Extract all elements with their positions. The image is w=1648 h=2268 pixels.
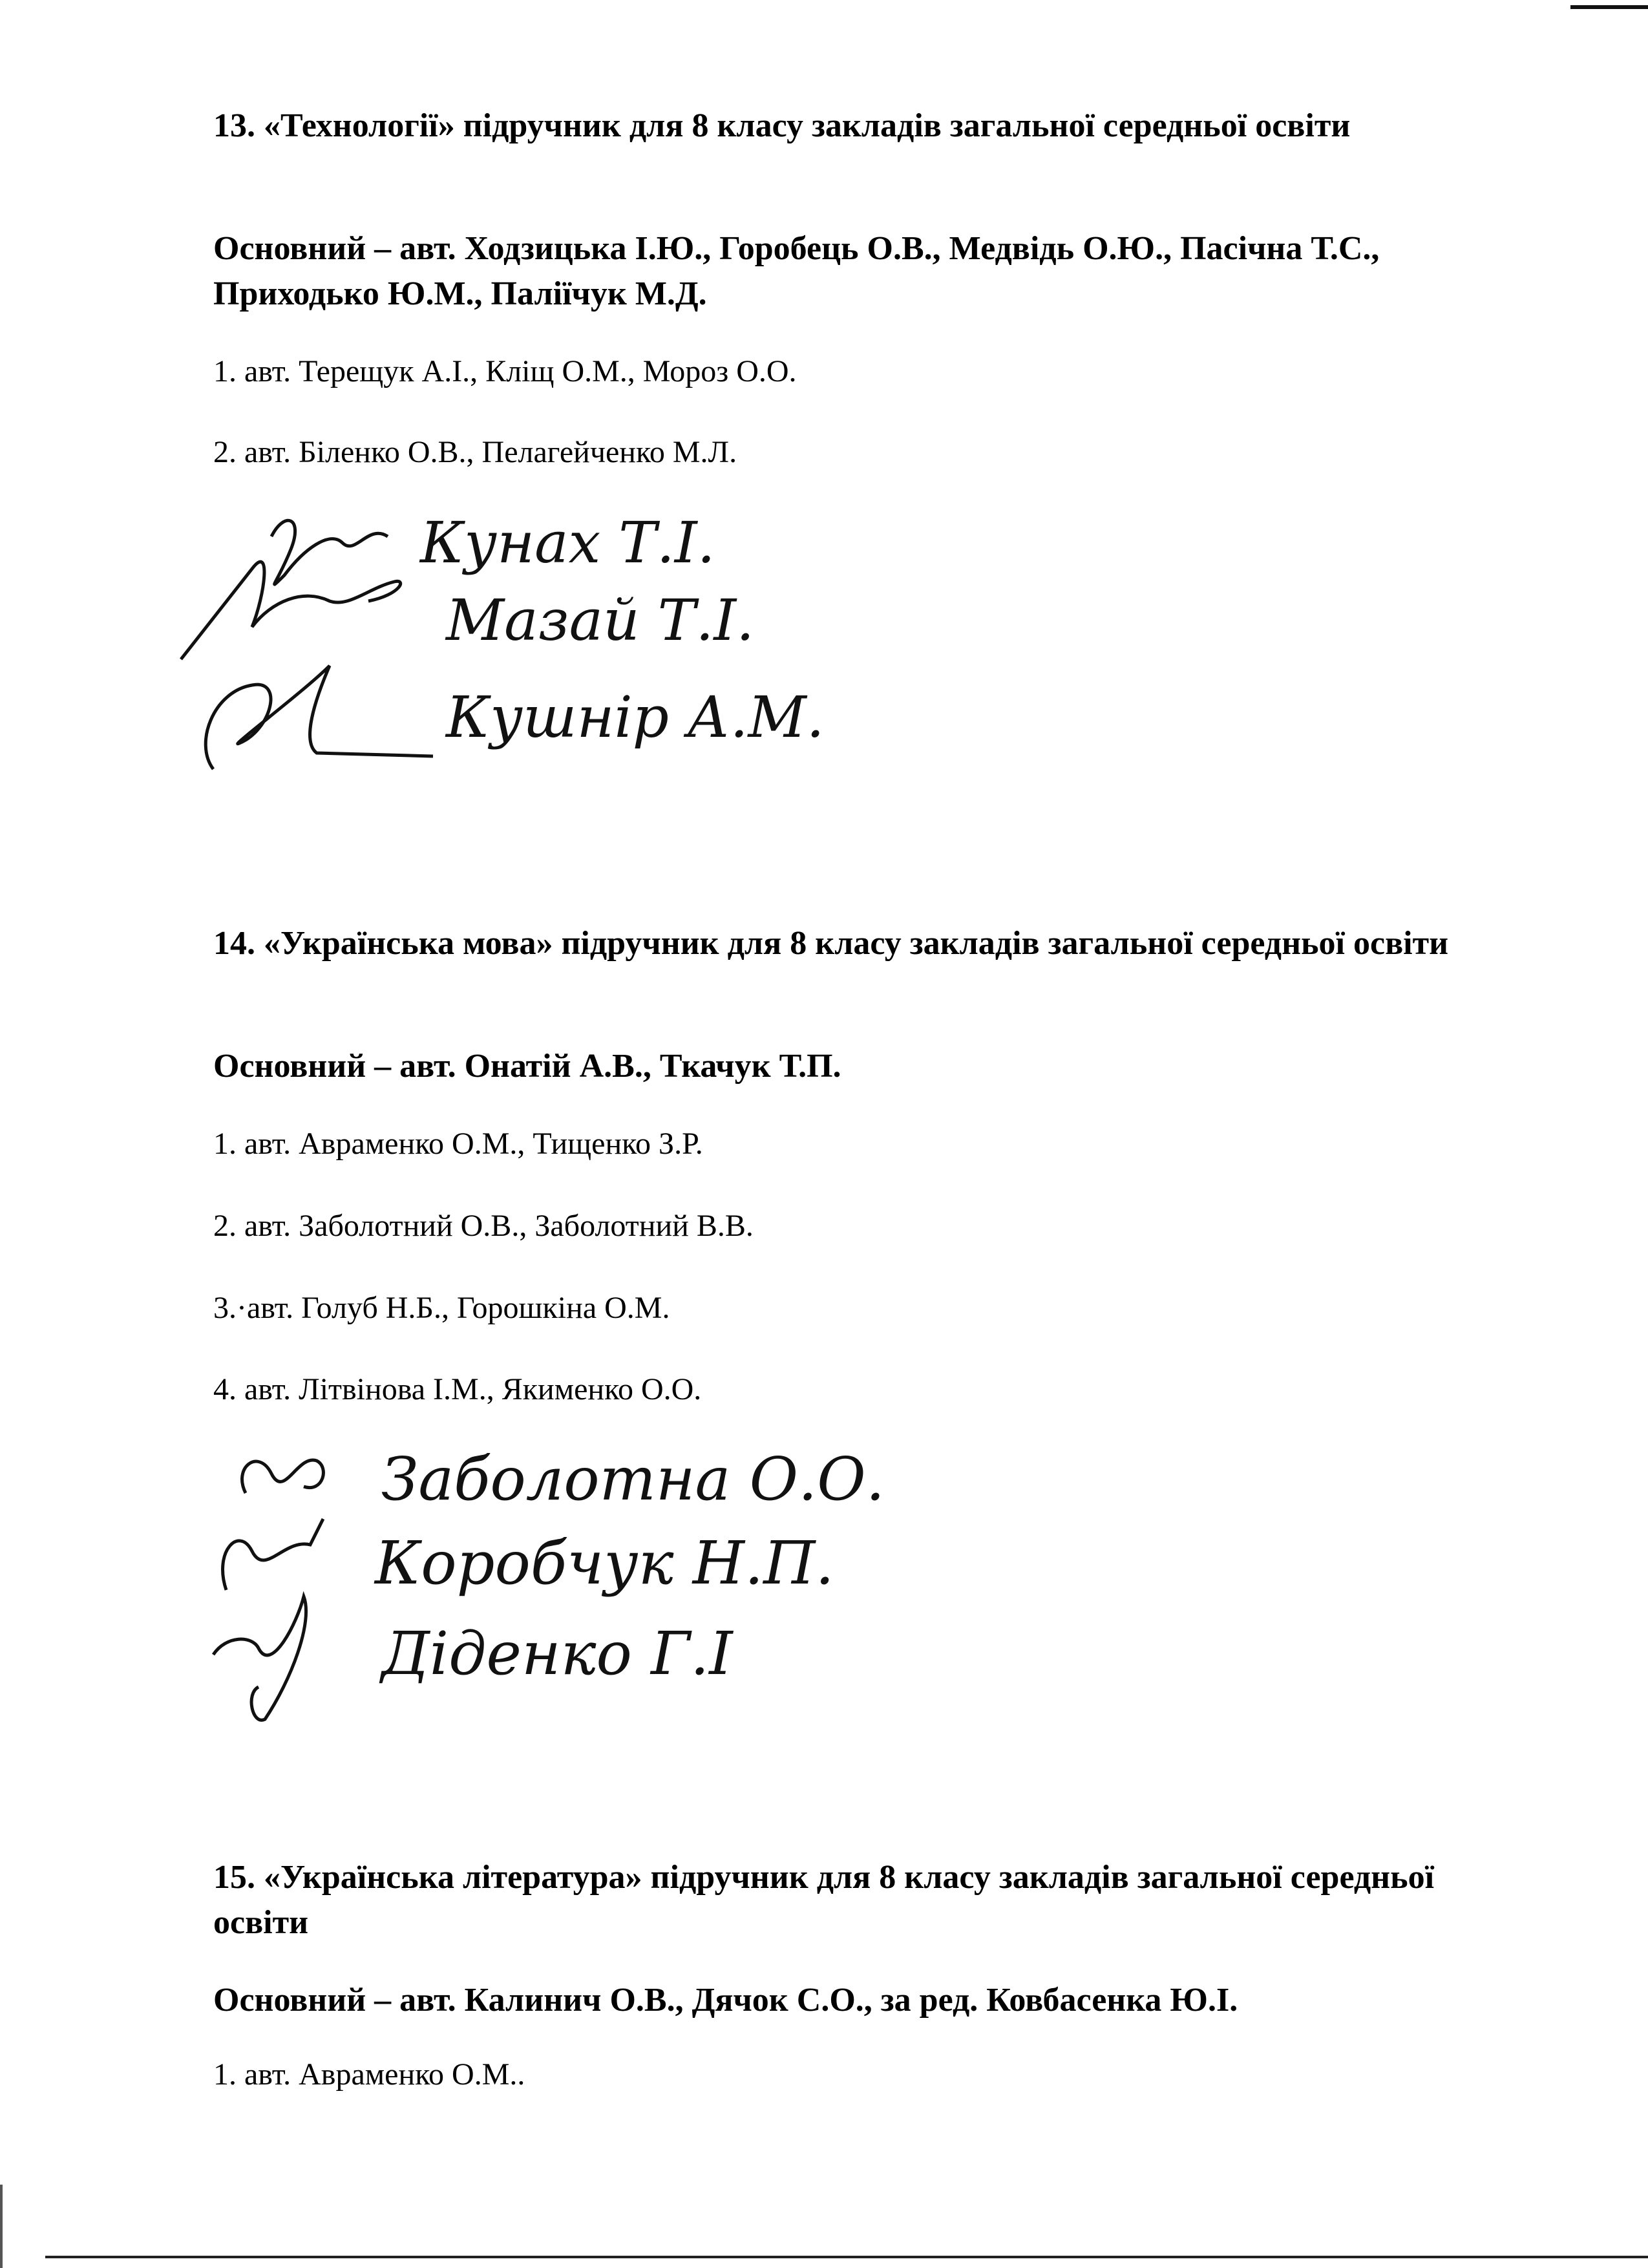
signature-name-1: Кунах Т.І. <box>420 509 715 576</box>
section-14-signatures <box>174 1422 950 1732</box>
section-14-alt-1: 1. авт. Авраменко О.М., Тищенко З.Р. <box>213 1127 703 1161</box>
section-14-alt-2: 2. авт. Заболотний О.В., Заболотний В.В. <box>213 1209 754 1243</box>
scan-left-rule <box>0 2185 3 2268</box>
section-15-main-authors: Основний – авт. Калинич О.В., Дячок С.О., за ред. Ковбасенка Ю.І. <box>213 1982 1238 2019</box>
section-13-alt-2: 2. авт. Біленко О.В., Пелагейченко М.Л. <box>213 435 737 469</box>
section-13-alt-1: 1. авт. Терещук А.І., Кліщ О.М., Мороз О.О. <box>213 354 797 388</box>
section-13-signatures <box>174 498 950 801</box>
section-13-main-authors: Основний – авт. Ходзицька І.Ю., Горобець О.В., Медвідь О.Ю., Пасічна Т.С., Приходько Ю.М., Паліїчук М.Д. <box>213 230 1380 312</box>
signature-name-6: Діденко Г.І <box>381 1619 733 1688</box>
signature-name-4: Заболотна О.О. <box>381 1445 885 1514</box>
section-13-handwritten-signatures <box>174 498 950 801</box>
section-14-alt-3: 3.·авт. Голуб Н.Б., Горошкіна О.М. <box>213 1291 670 1325</box>
section-14-title: 14. «Українська мова» підручник для 8 класу закладів загальної середньої освіти <box>213 925 1449 962</box>
section-14-main-authors: Основний – авт. Онатій А.В., Ткачук Т.П. <box>213 1048 841 1085</box>
section-14-handwritten-signatures <box>174 1422 950 1732</box>
section-14-alt-4: 4. авт. Літвінова І.М., Якименко О.О. <box>213 1372 702 1406</box>
scan-edge-mark <box>1570 5 1648 9</box>
section-13-title: 13. «Технології» підручник для 8 класу закладів загальної середньої освіти <box>213 107 1351 144</box>
section-15-alt-1: 1. авт. Авраменко О.М.. <box>213 2057 525 2092</box>
section-15-title: 15. «Українська література» підручник для 8 класу закладів загальної середньої освіти <box>213 1859 1435 1941</box>
scan-bottom-rule <box>45 2256 1648 2258</box>
signature-name-3: Кушнір А.М. <box>446 684 825 750</box>
signature-name-2: Мазай Т.І. <box>446 587 755 653</box>
signature-name-5: Коробчук Н.П. <box>375 1529 834 1598</box>
